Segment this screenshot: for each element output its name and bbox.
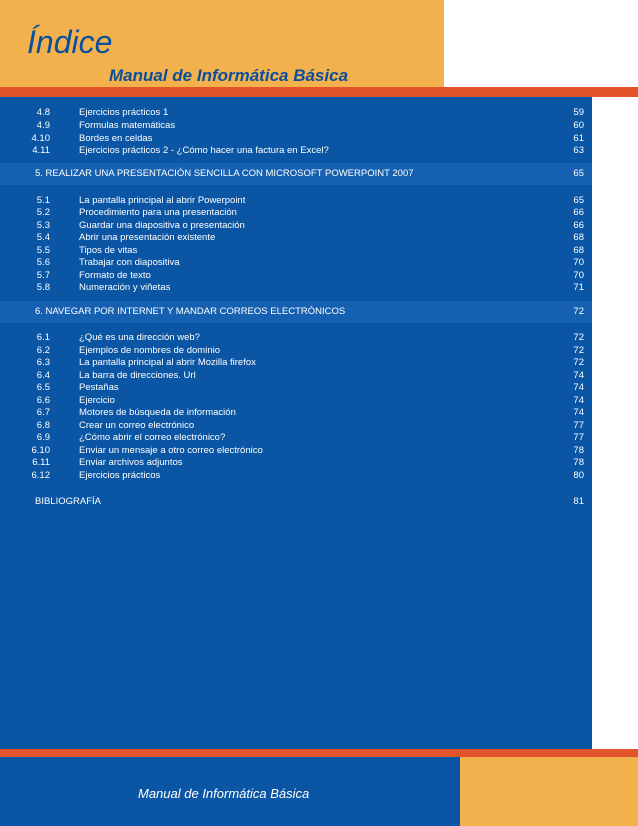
right-margin xyxy=(592,97,638,749)
toc-entry-number: 6.6 xyxy=(36,395,50,406)
toc-entry-page: 61 xyxy=(573,133,584,144)
toc-entry-label: Pestañas xyxy=(79,382,119,393)
toc-section-page: 65 xyxy=(573,168,584,179)
toc-section-label: 6. NAVEGAR POR INTERNET Y MANDAR CORREOS ELECTRÓNICOS xyxy=(35,306,346,317)
toc-section-page: 72 xyxy=(573,306,584,317)
toc-entry[interactable] xyxy=(0,232,592,244)
toc-entry-number: 6.2 xyxy=(36,345,50,356)
toc-entry-page: 63 xyxy=(573,145,584,156)
header-right xyxy=(444,0,638,87)
toc-entry-page: 74 xyxy=(573,407,584,418)
toc-entry-number: 4.9 xyxy=(36,120,50,131)
toc-entry-page: 72 xyxy=(573,345,584,356)
toc-entry-page: 78 xyxy=(573,445,584,456)
toc-entry-label: Numeración y viñetas xyxy=(79,282,171,293)
toc-entry[interactable] xyxy=(0,245,592,257)
toc-entry[interactable] xyxy=(0,370,592,382)
toc-entry-page: 70 xyxy=(573,270,584,281)
toc-entry-label: Bordes en celdas xyxy=(79,133,153,144)
toc-entry-page: 72 xyxy=(573,357,584,368)
toc-entry-label: Ejemplos de nombres de dominio xyxy=(79,345,220,356)
toc-entry-page: 68 xyxy=(573,232,584,243)
toc-entry-number: 6.7 xyxy=(36,407,50,418)
toc-entry-page: 66 xyxy=(573,220,584,231)
toc-entry[interactable] xyxy=(0,445,592,457)
toc-entry-page: 77 xyxy=(573,432,584,443)
toc-entry-page: 66 xyxy=(573,207,584,218)
toc-entry-number: 4.8 xyxy=(36,107,50,118)
footer-accent xyxy=(460,757,638,826)
toc-entry-label: Ejercicio xyxy=(79,395,115,406)
toc-entry[interactable] xyxy=(0,395,592,407)
toc-entry[interactable] xyxy=(0,457,592,469)
toc-entry-page: 65 xyxy=(573,195,584,206)
toc-entry-label: La pantalla principal al abrir Powerpoint xyxy=(79,195,246,206)
toc-entry-page: 74 xyxy=(573,370,584,381)
toc-entry[interactable] xyxy=(0,382,592,394)
toc-entry[interactable] xyxy=(0,120,592,132)
toc-entry[interactable] xyxy=(0,207,592,219)
toc-entry[interactable] xyxy=(0,195,592,207)
toc-entry-number: 5.8 xyxy=(36,282,50,293)
toc-entry-number: 4.10 xyxy=(31,133,50,144)
toc-entry-number: 6.3 xyxy=(36,357,50,368)
toc-entry-number: 5.5 xyxy=(36,245,50,256)
toc-bibliography-label: BIBLIOGRAFÍA xyxy=(35,496,101,507)
toc-entry[interactable] xyxy=(0,107,592,119)
toc-entry-number: 6.5 xyxy=(36,382,50,393)
toc-entry-page: 70 xyxy=(573,257,584,268)
toc-entry-page: 80 xyxy=(573,470,584,481)
toc-entry-label: La pantalla principal al abrir Mozilla firefox xyxy=(79,357,256,368)
toc-entry-page: 74 xyxy=(573,395,584,406)
toc-entry[interactable] xyxy=(0,133,592,145)
toc-entry-page: 74 xyxy=(573,382,584,393)
toc-entry-page: 68 xyxy=(573,245,584,256)
toc-entry-number: 5.3 xyxy=(36,220,50,231)
footer-divider xyxy=(0,749,638,757)
toc-entry-label: Ejercicios prácticos 1 xyxy=(79,107,169,118)
toc-entry-label: Ejercicios prácticos xyxy=(79,470,161,481)
toc-entry-label: Tipos de vitas xyxy=(79,245,138,256)
toc-section-label: 5. REALIZAR UNA PRESENTACIÓN SENCILLA CON MICROSOFT POWERPOINT 2007 xyxy=(35,168,414,179)
toc-entry-page: 71 xyxy=(573,282,584,293)
toc-entry-number: 6.8 xyxy=(36,420,50,431)
toc-bibliography-page: 81 xyxy=(573,496,584,507)
page-title: Índice xyxy=(27,24,113,60)
toc-entry-page: 72 xyxy=(573,332,584,343)
toc-entry-number: 5.1 xyxy=(36,195,50,206)
toc-entry[interactable] xyxy=(0,145,592,157)
toc-entry-label: Procedimiento para una presentación xyxy=(79,207,237,218)
toc-entry[interactable] xyxy=(0,407,592,419)
toc-section-5[interactable] xyxy=(0,163,592,185)
toc-entry-page: 59 xyxy=(573,107,584,118)
toc-entry-page: 77 xyxy=(573,420,584,431)
toc-entry-number: 6.1 xyxy=(36,332,50,343)
footer-title: Manual de Informática Básica xyxy=(138,786,310,801)
toc-entry-label: Formulas matemáticas xyxy=(79,120,176,131)
toc-entry-number: 6.9 xyxy=(36,432,50,443)
toc-entry-number: 5.4 xyxy=(36,232,50,243)
toc-entry[interactable] xyxy=(0,470,592,482)
toc-entry-number: 5.2 xyxy=(36,207,50,218)
toc-entry[interactable] xyxy=(0,257,592,269)
toc-entry-label: Ejercicios prácticos 2 - ¿Cómo hacer una factura en Excel? xyxy=(79,145,329,156)
toc-entry-label: Enviar archivos adjuntos xyxy=(79,457,183,468)
toc-entry-label: ¿Qué es una dirección web? xyxy=(79,332,200,343)
page-subtitle: Manual de Informática Básica xyxy=(109,66,349,85)
toc-entry[interactable] xyxy=(0,432,592,444)
toc-entry[interactable] xyxy=(0,420,592,432)
header-divider xyxy=(0,87,638,97)
toc-entry-label: Formato de texto xyxy=(79,270,151,281)
toc-entry-number: 6.12 xyxy=(31,470,50,481)
toc-entry[interactable] xyxy=(0,345,592,357)
toc-entry[interactable] xyxy=(0,270,592,282)
toc-entry-label: ¿Cómo abrir el correo electrónico? xyxy=(79,432,226,443)
toc-entry-label: Crear un correo electrónico xyxy=(79,420,195,431)
toc-entry-label: Motores de búsqueda de información xyxy=(79,407,236,418)
toc-entry-number: 6.4 xyxy=(36,370,50,381)
toc-entry-label: La barra de direcciones. Url xyxy=(79,370,196,381)
toc-entry-page: 78 xyxy=(573,457,584,468)
toc-entry-label: Guardar una diapositiva o presentación xyxy=(79,220,245,231)
toc-entry-label: Enviar un mensaje a otro correo electrónico xyxy=(79,445,263,456)
toc-entry-number: 5.6 xyxy=(36,257,50,268)
toc-entry-number: 6.11 xyxy=(32,457,50,468)
toc-entry[interactable] xyxy=(0,282,592,294)
toc-entry[interactable] xyxy=(0,220,592,232)
toc-entry-page: 60 xyxy=(573,120,584,131)
toc-entry-number: 4.11 xyxy=(32,145,50,156)
toc-entry[interactable] xyxy=(0,332,592,344)
toc-entry[interactable] xyxy=(0,357,592,369)
toc-section-6[interactable] xyxy=(0,301,592,323)
toc-entry-label: Abrir una presentación existente xyxy=(79,232,216,243)
toc-bibliography[interactable] xyxy=(0,496,592,508)
toc-entry-label: Trabajar con diapositiva xyxy=(79,257,180,268)
toc-entry-number: 5.7 xyxy=(36,270,50,281)
toc-entry-number: 6.10 xyxy=(31,445,50,456)
